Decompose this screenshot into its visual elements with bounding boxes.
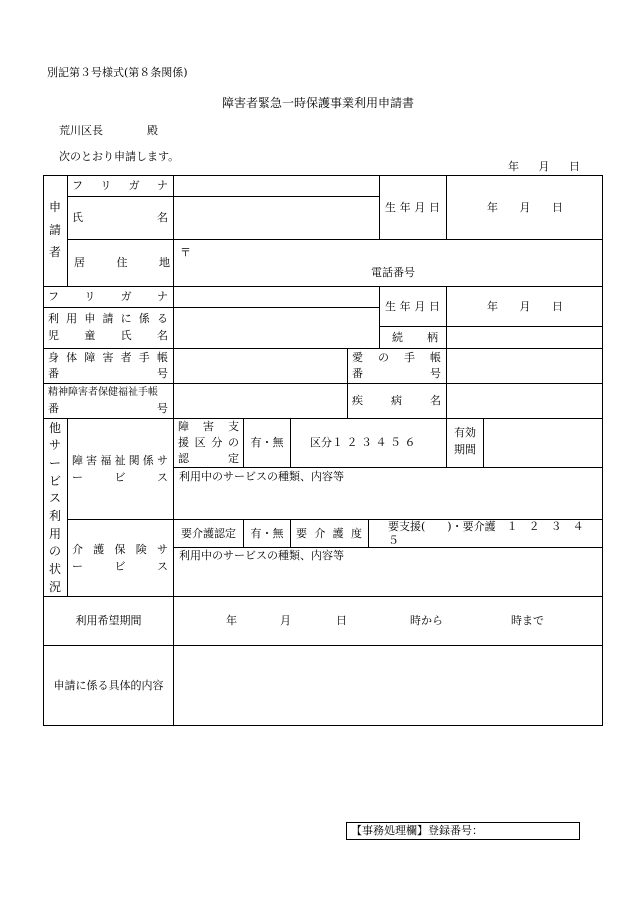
child-dob-label: 生 年 月 日 <box>385 299 440 313</box>
details-label: 申請に係る具体的内容 <box>53 679 164 693</box>
form-number: 別記第３号様式(第８条関係) <box>47 66 188 79</box>
care-cert-label: 要介護認定 <box>181 526 236 540</box>
welfare-in-use-text: 利用中のサービスの種類、内容等 <box>179 470 344 483</box>
date-day: 日 <box>569 160 580 173</box>
form-title: 障害者緊急一時保護事業利用申請書 <box>222 96 415 110</box>
disease-label: 疾 病 名 <box>352 394 441 408</box>
registration-label: 【事務処理欄】登録番号： <box>351 824 483 838</box>
care-in-use-text: 利用中のサービスの種類、内容等 <box>179 549 344 562</box>
relation-label: 続 柄 <box>392 330 438 344</box>
application-date <box>508 160 580 173</box>
date-month: 月 <box>538 160 550 173</box>
date-year: 年 <box>508 160 519 173</box>
mental-handbook-label: 精神障害者保健福祉手帳 番 号 <box>48 387 168 416</box>
support-category-label: 障 害 支 援 区 分 の 認 定 <box>178 420 239 466</box>
applicant-dob-value: 年 月 日 <box>487 200 563 214</box>
applicant-group-label: 申 請 者 <box>48 200 61 260</box>
period-month: 月 <box>280 614 291 627</box>
applicant-name-label: 氏 名 <box>72 211 168 225</box>
care-insurance-label: 介 護 保 険 サ ー ビ ス <box>72 542 168 573</box>
phone-label: 電話番号 <box>371 266 415 279</box>
support-yes-no: 有・無 <box>250 436 284 450</box>
period-to: 時まで <box>511 614 544 627</box>
applicant-furigana-label: フ リ ガ ナ <box>72 179 168 193</box>
period-label: 利用希望期間 <box>75 614 142 628</box>
welfare-service-label: 障 害 福 祉 関 係 サ ー ビ ス <box>72 453 168 484</box>
office-use-registration-box <box>346 822 580 840</box>
period-year: 年 <box>226 614 237 627</box>
valid-period-label: 有効 期間 <box>454 426 476 456</box>
ai-handbook-label: 愛 の 手 帳 番 号 <box>352 351 441 381</box>
period-day: 日 <box>336 614 347 627</box>
care-level-values: 要支援( )・要介護 １ ２ ３ ４ ５ <box>388 520 595 547</box>
intro-text: 次のとおり申請します。 <box>59 150 180 163</box>
addressee: 荒川区長 殿 <box>59 124 158 137</box>
postal-mark: 〒 <box>180 246 191 259</box>
care-yes-no: 有・無 <box>250 526 284 540</box>
child-name-label: 利 用 申 請 に 係 る 児 童 氏 名 <box>48 311 168 342</box>
child-dob-value: 年 月 日 <box>487 299 563 313</box>
applicant-dob-label: 生 年 月 日 <box>385 200 440 214</box>
child-furigana-label: フ リ ガ ナ <box>48 290 168 304</box>
period-from: 時から <box>410 614 443 627</box>
applicant-address-label: 居 住 地 <box>74 256 170 270</box>
physical-handbook-label: 身 体 障 害 者 手 帳 番 号 <box>48 351 168 381</box>
support-category-values: 区分１ ２ ３ ４ ５ ６ <box>310 436 416 450</box>
services-group-label: 他 サ ー ビ ス 利 用 の 状 況 <box>48 420 61 594</box>
care-level-label: 要 介 護 度 <box>296 526 362 540</box>
